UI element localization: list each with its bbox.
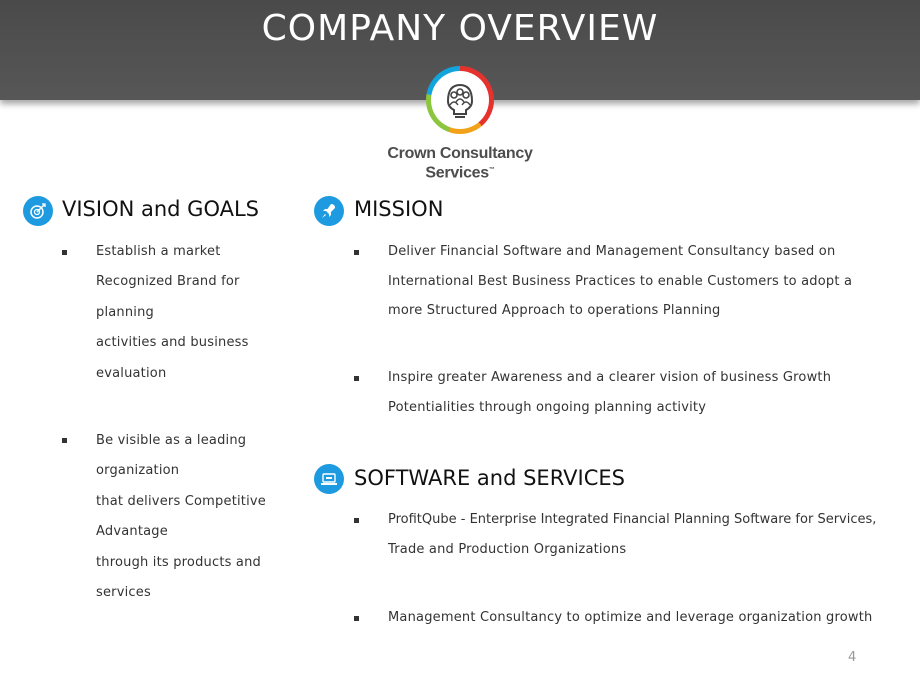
laptop-icon xyxy=(314,464,344,494)
vision-bullet2-line: through its products and xyxy=(96,555,261,570)
mission-bullet1-line: International Best Business Practices to enable Customers to adopt a xyxy=(388,274,853,289)
vision-bullet1-line: evaluation xyxy=(96,366,167,381)
page-title: COMPANY OVERVIEW xyxy=(261,8,659,49)
vision-bullet1-line: planning xyxy=(96,305,155,320)
target-icon xyxy=(23,196,53,226)
bullet-marker xyxy=(354,518,359,523)
bullet-marker xyxy=(62,438,67,443)
vision-bullet1-line: Recognized Brand for xyxy=(96,274,240,289)
company-name-line1: Crown Consultancy xyxy=(387,145,533,162)
page-number: 4 xyxy=(848,650,857,665)
bullet-marker xyxy=(354,616,359,621)
company-logo xyxy=(426,66,494,134)
vision-bullet2-line: Advantage xyxy=(96,524,168,539)
vision-bullet1-line: activities and business xyxy=(96,335,249,350)
team-lightbulb-icon xyxy=(440,79,480,121)
vision-bullet2-line: that delivers Competitive xyxy=(96,494,267,509)
software-bullet1-line: Trade and Production Organizations xyxy=(388,542,627,557)
bullet-marker xyxy=(354,250,359,255)
software-bullet2-line: Management Consultancy to optimize and leverage organization growth xyxy=(388,610,873,625)
vision-title: VISION and GOALS xyxy=(62,197,260,221)
mission-bullet1-line: more Structured Approach to operations Planning xyxy=(388,303,721,318)
bullet-marker xyxy=(62,250,67,255)
software-title: SOFTWARE and SERVICES xyxy=(354,466,625,490)
mission-title: MISSION xyxy=(354,197,444,221)
vision-bullet2-line: Be visible as a leading xyxy=(96,433,247,448)
rocket-icon xyxy=(314,196,344,226)
mission-bullet2-line: Potentialities through ongoing planning activity xyxy=(388,400,707,415)
vision-bullet2-line: services xyxy=(96,585,151,600)
vision-bullet1-line: Establish a market xyxy=(96,244,221,259)
software-bullet1-line: ProfitQube - Enterprise Integrated Financial Planning Software for Services, xyxy=(388,512,877,527)
company-name xyxy=(380,145,540,181)
company-name-line2: Services™ xyxy=(425,164,495,182)
mission-bullet2-line: Inspire greater Awareness and a clearer vision of business Growth xyxy=(388,370,832,385)
vision-bullet2-line: organization xyxy=(96,463,180,478)
bullet-marker xyxy=(354,376,359,381)
mission-bullet1-line: Deliver Financial Software and Management Consultancy based on xyxy=(388,244,836,259)
